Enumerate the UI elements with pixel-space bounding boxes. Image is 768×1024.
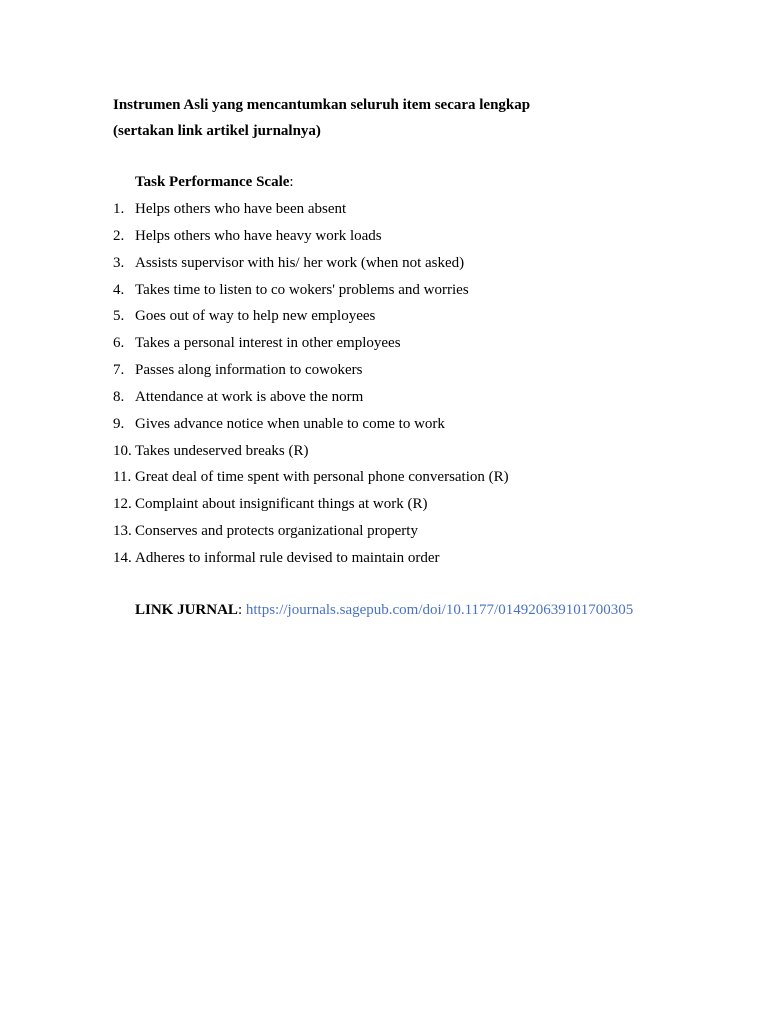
item-text: Gives advance notice when unable to come to work [135, 415, 445, 432]
item-number: 12. [113, 496, 132, 513]
item-number: 3. [113, 254, 125, 271]
journal-link-label: LINK JURNAL [135, 602, 238, 618]
item-text: Great deal of time spent with personal phone conversation (R) [135, 469, 509, 486]
item-text: Goes out of way to help new employees [135, 308, 376, 325]
journal-link-separator: : [237, 602, 246, 618]
list-item [113, 546, 509, 573]
list-item [113, 331, 509, 358]
list-item [113, 224, 509, 251]
item-text: Takes undeserved breaks (R) [135, 442, 309, 459]
item-number: 14. [113, 549, 132, 566]
list-item [113, 278, 509, 305]
item-number: 6. [113, 335, 125, 352]
item-text: Complaint about insignificant things at work (R) [135, 496, 428, 513]
item-text: Adheres to informal rule devised to maintain order [135, 549, 440, 566]
heading-line-2: (sertakan link artikel jurnalnya) [113, 123, 321, 139]
item-text: Takes a personal interest in other employees [135, 335, 401, 352]
item-text: Assists supervisor with his/ her work (when not asked) [135, 254, 465, 271]
list-item [113, 304, 509, 331]
scale-title-colon: : [289, 174, 294, 190]
item-number: 10. [113, 442, 132, 459]
scale-title [135, 170, 294, 194]
item-text: Helps others who have been absent [135, 201, 347, 217]
item-number: 4. [113, 281, 125, 298]
item-number: 11. [113, 469, 132, 486]
item-text: Takes time to listen to co wokers' problems and worries [135, 281, 469, 298]
journal-link-line [135, 598, 633, 622]
document-heading [113, 92, 713, 144]
journal-link[interactable]: https://journals.sagepub.com/doi/10.1177/014920639101700305 [245, 602, 634, 618]
scale-title-text: Task Performance Scale [135, 174, 290, 190]
list-item [113, 358, 509, 385]
item-number: 13. [113, 523, 132, 540]
list-item [113, 251, 509, 278]
list-item [113, 197, 509, 224]
list-item [113, 465, 509, 492]
scale-items-list [113, 197, 509, 573]
item-number: 7. [113, 362, 125, 379]
item-number: 9. [113, 415, 125, 432]
item-text: Attendance at work is above the norm [135, 388, 364, 405]
list-item [113, 412, 509, 439]
item-number: 1. [113, 201, 125, 217]
list-item [113, 385, 509, 412]
list-item [113, 492, 509, 519]
item-text: Passes along information to cowokers [135, 362, 363, 379]
heading-line-1: Instrumen Asli yang mencantumkan seluruh item secara lengkap [113, 97, 531, 113]
item-text: Conserves and protects organizational property [135, 523, 418, 540]
list-item [113, 439, 509, 466]
item-number: 8. [113, 388, 125, 405]
item-text: Helps others who have heavy work loads [135, 227, 382, 244]
item-number: 5. [113, 308, 125, 325]
item-number: 2. [113, 227, 125, 244]
list-item [113, 519, 509, 546]
